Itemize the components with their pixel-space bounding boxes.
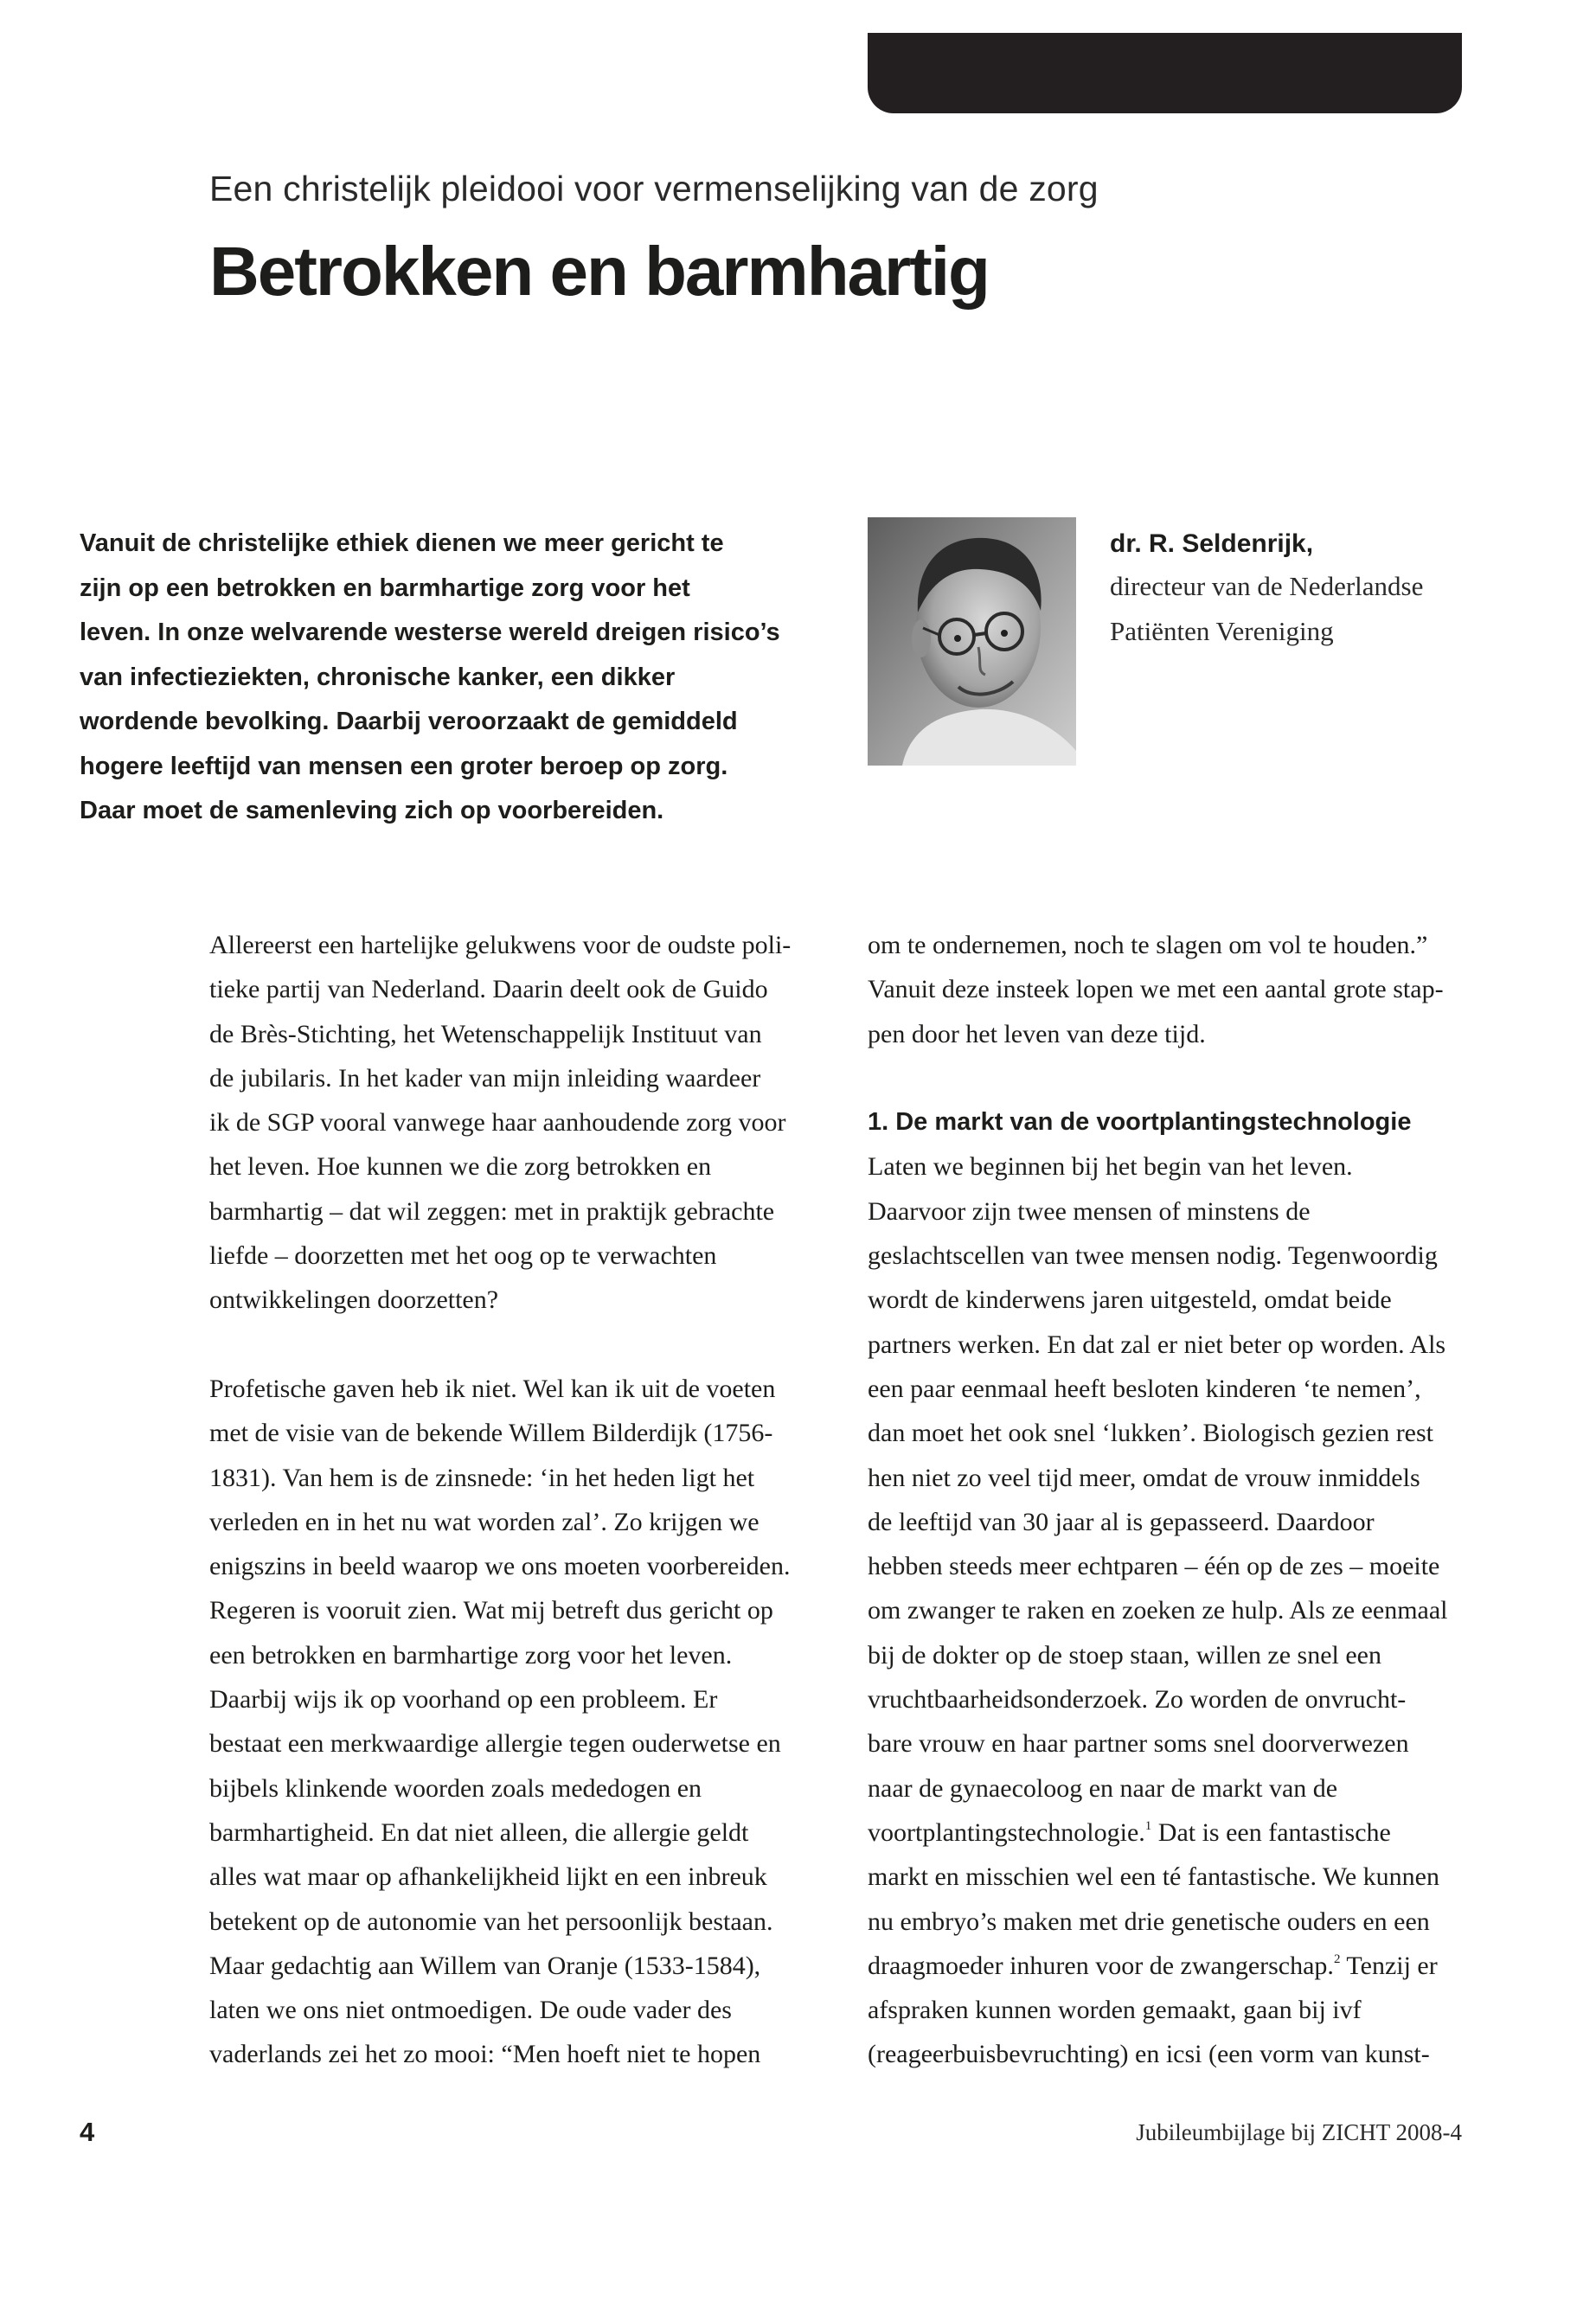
text-line: Daarbij wijs ik op voorhand op een probleem. Er [209, 1685, 718, 1715]
body-column-right [868, 923, 1473, 2077]
text-line: partners werken. En dat zal er niet beter op worden. Als [868, 1330, 1446, 1359]
header-tab [868, 33, 1462, 113]
text-line: om te ondernemen, noch te slagen om vol te houden.” [868, 931, 1428, 959]
author-photo [868, 517, 1076, 766]
lead-line: zijn op een betrokken en barmhartige zorg voor het [80, 574, 690, 602]
text-line: barmhartig – dat wil zeggen: met in praktijk gebrachte [209, 1196, 775, 1226]
text-line: geslachtscellen van twee mensen nodig. Tegenwoordig [868, 1241, 1438, 1271]
article-title: Betrokken en barmhartig [209, 233, 989, 310]
text-line: Laten we beginnen bij het begin van het leven. [868, 1152, 1353, 1182]
lead-line: van infectieziekten, chronische kanker, een dikker [80, 663, 676, 691]
text-line: nu embryo’s maken met drie genetische ouders en een [868, 1907, 1430, 1936]
text-line: (reageerbuisbevruchting) en icsi (een vorm van kunst- [868, 2040, 1430, 2069]
text-line: hen niet zo veel tijd meer, omdat de vrouw inmiddels [868, 1463, 1420, 1492]
text-line: het leven. Hoe kunnen we die zorg betrokken en [209, 1152, 712, 1182]
lead-line: wordende bevolking. Daarbij veroorzaakt de gemiddeld [80, 708, 738, 735]
text-line: 1831). Van hem is de zinsnede: ‘in het heden ligt het [209, 1463, 755, 1492]
text-line: een betrokken en barmhartige zorg voor het leven. [209, 1640, 733, 1670]
text-fragment: draagmoeder inhuren voor de zwangerschap. [868, 1951, 1334, 1980]
text-line: verleden en in het nu wat worden zal’. Zo krijgen we [209, 1507, 760, 1536]
text-line: met de visie van de bekende Willem Bilderdijk (1756- [209, 1419, 773, 1448]
text-line: Vanuit deze insteek lopen we met een aantal grote stap- [868, 975, 1444, 1004]
section-heading: 1. De markt van de voortplantingstechnologie [868, 1108, 1412, 1137]
text-line: bestaat een merkwaardige allergie tegen ouderwetse en [209, 1729, 781, 1759]
text-line: naar de gynaecoloog en naar de markt van de [868, 1773, 1338, 1803]
text-line: alles wat maar op afhankelijkheid lijkt en een inbreuk [209, 1862, 767, 1892]
text-line: vaderlands zei het zo mooi: “Men hoeft niet te hopen [209, 2040, 761, 2069]
text-line: markt en misschien wel een té fantastische. We kunnen [868, 1862, 1439, 1892]
text-line: pen door het leven van deze tijd. [868, 1019, 1206, 1048]
text-line: tieke partij van Nederland. Daarin deelt ook de Guido [209, 975, 768, 1004]
text-line: liefde – doorzetten met het oog op te verwachten [209, 1241, 717, 1271]
text-fragment: voortplantingstechnologie. [868, 1817, 1145, 1847]
publication-footer: Jubileumbijlage bij ZICHT 2008-4 [1136, 2119, 1462, 2145]
text-line: wordt de kinderwens jaren uitgesteld, omdat beide [868, 1285, 1392, 1315]
body-column-left [209, 923, 815, 2077]
text-line: bare vrouw en haar partner soms snel doorverwezen [868, 1729, 1409, 1759]
paragraph-gap [209, 1323, 815, 1367]
author-role: Patiënten Vereniging [1110, 616, 1334, 646]
text-line: barmhartigheid. En dat niet alleen, die allergie geldt [209, 1817, 749, 1847]
text-line: laten we ons niet ontmoedigen. De oude vader des [209, 1996, 732, 2025]
text-line-footnote [868, 1811, 1473, 1855]
lead-line: Vanuit de christelijke ethiek dienen we meer gericht te [80, 529, 724, 557]
text-line: een paar eenmaal heeft besloten kinderen ‘te nemen’, [868, 1374, 1421, 1403]
text-line: de leeftijd van 30 jaar al is gepasseerd. Daardoor [868, 1507, 1375, 1536]
author-name: dr. R. Seldenrijk, [1110, 529, 1314, 558]
text-line: afspraken kunnen worden gemaakt, gaan bij ivf [868, 1996, 1362, 2025]
lead-line: Daar moet de samenleving zich op voorbereiden. [80, 797, 664, 824]
author-info [1110, 524, 1423, 654]
text-line: ontwikkelingen doorzetten? [209, 1285, 499, 1315]
text-line: de Brès-Stichting, het Wetenschappelijk Instituut van [209, 1019, 762, 1048]
text-line: ik de SGP vooral vanwege haar aanhoudende zorg voor [209, 1108, 786, 1138]
text-line: de jubilaris. In het kader van mijn inleiding waardeer [209, 1063, 761, 1093]
text-line: enigszins in beeld waarop we ons moeten voorbereiden. [209, 1552, 791, 1581]
footnote-marker[interactable]: 2 [1333, 1952, 1341, 1966]
text-line: Profetische gaven heb ik niet. Wel kan ik uit de voeten [209, 1374, 776, 1403]
article-subtitle: Een christelijk pleidooi voor vermenselijking van de zorg [209, 169, 1099, 208]
text-line: bij de dokter op de stoep staan, willen ze snel een [868, 1640, 1381, 1670]
text-fragment: Dat is een fantastische [1151, 1817, 1391, 1847]
lead-paragraph [80, 522, 824, 834]
paragraph-gap [868, 1056, 1473, 1100]
text-line: bijbels klinkende woorden zoals mededogen en [209, 1773, 702, 1803]
text-line: Allereerst een hartelijke gelukwens voor de oudste poli- [209, 931, 792, 959]
text-line: Daarvoor zijn twee mensen of minstens de [868, 1196, 1311, 1226]
text-line: betekent op de autonomie van het persoonlijk bestaan. [209, 1907, 773, 1936]
text-line: om zwanger te raken en zoeken ze hulp. Als ze eenmaal [868, 1596, 1448, 1625]
text-line: Regeren is vooruit zien. Wat mij betreft dus gericht op [209, 1596, 773, 1625]
lead-line: hogere leeftijd van mensen een groter beroep op zorg. [80, 752, 728, 780]
footnote-marker[interactable]: 1 [1144, 1818, 1152, 1833]
text-line: vruchtbaarheidsonderzoek. Zo worden de onvrucht- [868, 1685, 1407, 1715]
text-fragment: Tenzij er [1340, 1951, 1438, 1980]
text-line: dan moet het ook snel ‘lukken’. Biologisch gezien rest [868, 1419, 1434, 1448]
text-line: hebben steeds meer echtparen – één op de zes – moeite [868, 1552, 1440, 1581]
lead-line: leven. In onze welvarende westerse wereld dreigen risico’s [80, 619, 780, 646]
page-number: 4 [80, 2117, 95, 2147]
text-line-footnote [868, 1944, 1473, 1988]
author-role: directeur van de Nederlandse [1110, 571, 1424, 601]
text-line: Maar gedachtig aan Willem van Oranje (1533-1584), [209, 1951, 761, 1980]
